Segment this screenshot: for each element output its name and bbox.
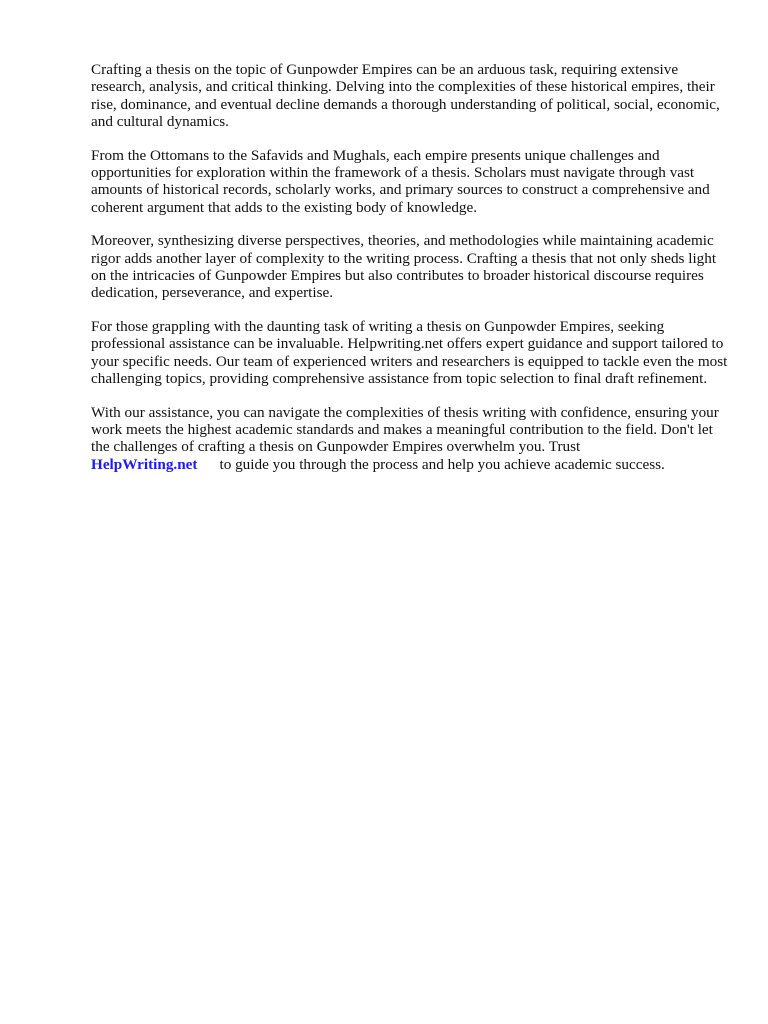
- closing-text-before-link: With our assistance, you can navigate the complexities of thesis writing with confidence, ensuring your work meets the highest academic standards and makes a meaningful contribution to the field. Don't let the challenges of crafting a thesis on Gunpowder Empires overwhelm you. Trust: [91, 403, 719, 456]
- paragraph-closing: [91, 404, 731, 474]
- helpwriting-link[interactable]: HelpWriting.net: [91, 455, 198, 473]
- closing-text-after-link: to guide you through the process and help you achieve academic success.: [219, 455, 665, 473]
- paragraph-synthesis: Moreover, synthesizing diverse perspectives, theories, and methodologies while maintaining academic rigor adds another layer of complexity to the writing process. Crafting a thesis that not only sheds light on the intricacies of Gunpowder Empires but also contributes to broader historical discourse requires dedication, perseverance, and expertise.: [91, 232, 717, 302]
- document-body: [91, 61, 731, 489]
- paragraph-assistance: For those grappling with the daunting task of writing a thesis on Gunpowder Empires, seeking professional assistance can be invaluable. Helpwriting.net offers expert guidance and support tailored to your specific needs. Our team of experienced writers and researchers is equipped to tackle even the most challenging topics, providing comprehensive assistance from topic selection to final draft refinement.: [91, 317, 728, 388]
- paragraph-intro: Crafting a thesis on the topic of Gunpowder Empires can be an arduous task, requiring extensive research, analysis, and critical thinking. Delving into the complexities of these historical empires, their rise, dominance, and eventual decline demands a thorough understanding of political, social, economic, and cultural dynamics.: [91, 61, 720, 131]
- paragraph-empires: From the Ottomans to the Safavids and Mughals, each empire presents unique challenges and opportunities for exploration within the framework of a thesis. Scholars must navigate through vast amounts of historical records, scholarly works, and primary sources to construct a comprehensive and coherent argument that adds to the existing body of knowledge.: [91, 146, 710, 216]
